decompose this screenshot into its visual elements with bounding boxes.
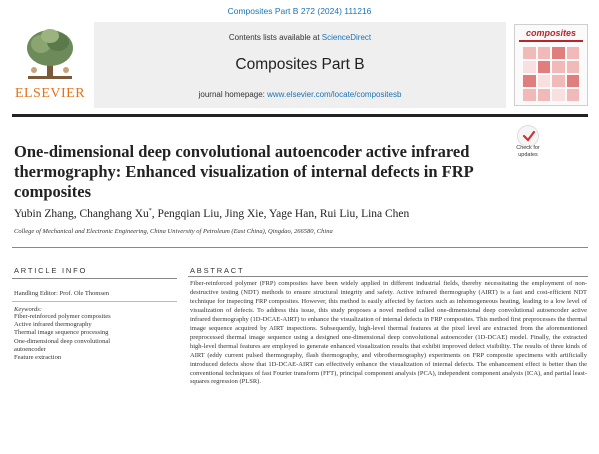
abstract-heading: ABSTRACT [190,266,245,275]
header-divider [12,114,588,117]
author-separator: , [314,208,320,220]
contents-line [94,33,506,42]
keyword-item: Thermal image sequence processing [14,329,109,337]
author-separator: , [151,208,158,220]
author-separator: , [219,208,225,220]
journal-title[interactable]: Composites Part B [235,56,365,73]
handling-editor: Handling Editor: Prof. Ole Thomsen [14,290,110,297]
journal-homepage-link[interactable]: www.elsevier.com/locate/compositesb [267,90,402,99]
elsevier-tree-icon [24,26,76,82]
journal-header-box [94,22,506,108]
abstract-divider [188,276,588,277]
affiliation-divider [12,247,588,248]
author-name[interactable]: Pengqian Liu [157,208,220,220]
sciencedirect-link[interactable]: ScienceDirect [321,33,372,42]
journal-citation[interactable]: Composites Part B 272 (2024) 111216 [227,6,372,16]
author-name[interactable]: Yubin Zhang [14,208,74,220]
check-updates-line1: Check for [516,145,540,151]
contents-prefix: Contents lists available at [228,33,322,42]
check-for-updates-badge[interactable] [508,125,548,157]
keyword-item: Feature extraction [14,354,62,362]
article-info-heading: ARTICLE INFO [14,266,88,275]
author-name[interactable]: Yage Han [268,208,315,220]
cover-accent-strip [519,40,583,42]
author-name[interactable]: Changhang Xu [79,208,149,220]
keywords-label: Keywords: [14,306,42,313]
keyword-item: autoencoder [14,345,46,353]
check-circle [517,125,539,147]
author-name[interactable]: Jing Xie [224,208,264,220]
check-updates-line2: updates [518,151,538,158]
article-info-divider [12,278,177,279]
keyword-list [14,313,174,362]
check-updates-icon [522,129,536,143]
author-separator: , [73,208,80,220]
publisher-name: ELSEVIER [14,86,86,101]
cover-title: composites [525,28,576,38]
homepage-prefix: journal homepage: [198,90,268,99]
check-updates-text [508,145,548,158]
keyword-item: One-dimensional deep convolutional [14,337,111,345]
abstract-text: Fiber-reinforced polymer (FRP) composites have been widely applied in different industrial fields, thereby necessitating the employment of non-destructive testing (NDT) methods to ensure structural integrity and safety. Active infrared thermography (AIRT) is a fast and cost-efficient NDT technique for inspecting FRP composites. However, this method is easily affected by factors such as inhomogeneous heating, leading to a low level of visualization of defects. To address this issue, this study proposes a novel method called one-dimensional deep convolutional autoencoder active infrared thermography (1D-DCAE-AIRT) to enhance the visualization of internal defects in FRP composites. This method first preprocesses the thermal image sequence acquired by AIRT inspections. Subsequently, high-level thermal features at the pixel level are extracted from the aforementioned preprocessed thermal image sequence using a designed one-dimensional deep convolutional autoencoder (1D-DCAE) model. Finally, the extracted high-level thermal features are employed to generate enhanced visualization results that exhibit improved defect visibility. The results of three kinds of AIRT (eddy current pulsed thermography, flash thermography, and vibrothermography) experiments on FRP composite specimens with artificially introduced defects show that 1D-DCAE-AIRT can effectively enhance the visualization of internal defects. The enhancement effect is better than the conventional techniques of fast Fourier transform (FFT), principal component analysis (PCA), independent component analysis (ICA), and partial least-squares regression (PLSR). [190,280,587,386]
publisher-logo[interactable] [12,22,88,108]
author-list [14,208,574,220]
corresponding-author-mark[interactable]: * [148,208,152,215]
author-separator: , [263,208,269,220]
author-affiliation: College of Mechanical and Electronic Engineering, China University of Petroleum (East China), Qingdao, 266580, China [14,228,333,235]
journal-masthead [12,22,588,108]
cover-image-grid [523,47,579,101]
homepage-line [94,90,506,99]
keywords-divider [12,301,177,302]
article-title: One-dimensional deep convolutional autoencoder active infrared thermography: Enhanced visualization of internal defects in FRP composites [14,142,473,201]
keyword-item: Fiber-reinforced polymer composites [14,313,111,320]
keyword-item: Active infrared thermography [14,321,92,329]
author-separator: , [355,208,362,220]
journal-cover-thumbnail[interactable] [514,24,588,106]
author-name[interactable]: Lina Chen [361,208,410,220]
author-name[interactable]: Rui Liu [319,208,356,220]
